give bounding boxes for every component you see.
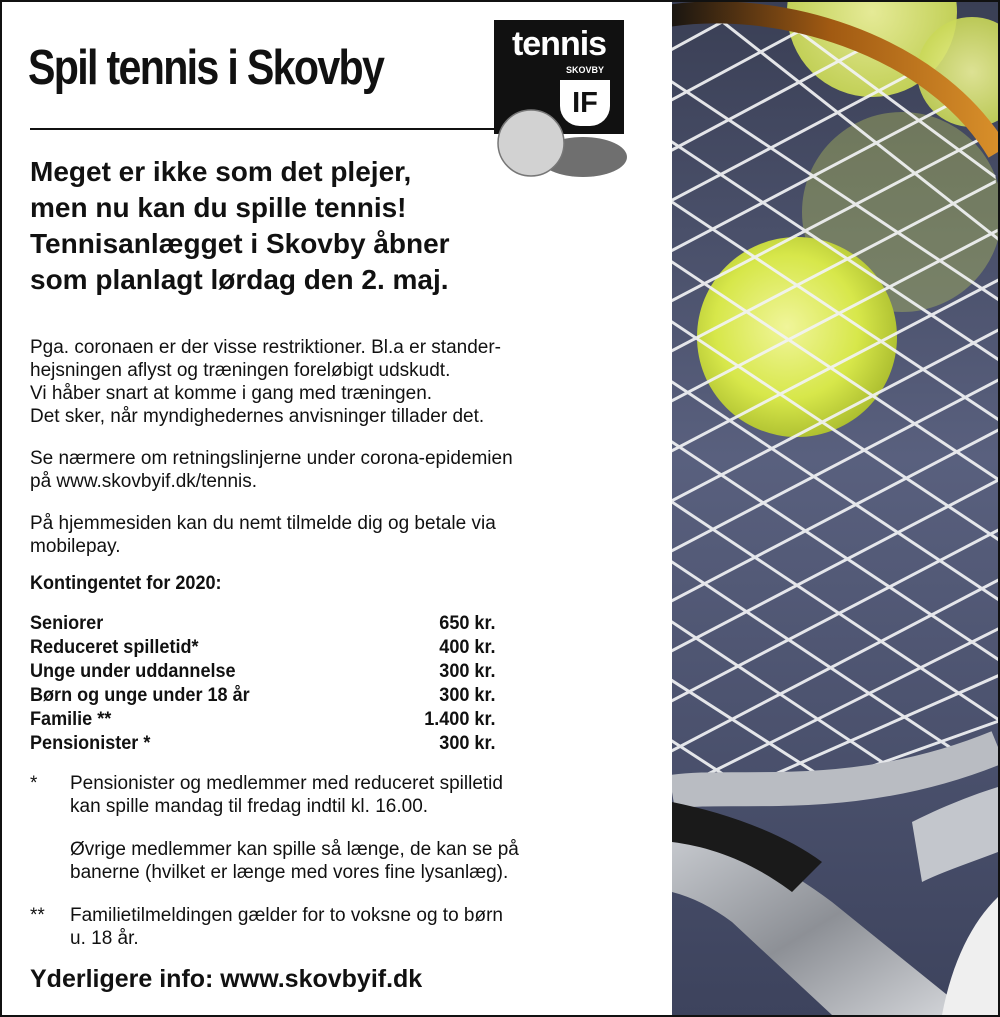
fee-name: Børn og unge under 18 år xyxy=(30,685,250,706)
fee-price: 300 kr. xyxy=(439,685,496,706)
paragraph-line: Se nærmere om retningslinjerne under corona-epidemien xyxy=(30,448,513,469)
logo-word: tennis xyxy=(511,25,607,63)
more-info: Yderligere info: www.skovbyif.dk xyxy=(30,965,423,993)
fee-name: Reduceret spilletid* xyxy=(30,637,199,658)
logo-mark: IF xyxy=(560,80,610,126)
fee-table xyxy=(30,613,500,757)
footnote-line: Pensionister og medlemmer med reduceret spilletid xyxy=(70,773,503,794)
paragraph-line: mobilepay. xyxy=(30,536,121,557)
fee-price: 300 kr. xyxy=(439,661,496,682)
footnote-line: kan spille mandag til fredag indtil kl. 16.00. xyxy=(70,796,429,817)
fee-row xyxy=(30,637,496,661)
fee-name: Seniorer xyxy=(30,613,104,634)
lead-line: som planlagt lørdag den 2. maj. xyxy=(30,264,449,295)
footnote-line: Familietilmeldingen gælder for to voksne og to børn xyxy=(70,905,503,926)
paragraph-line: Det sker, når myndighedernes anvisninger tillader det. xyxy=(30,406,485,427)
paragraph-line: Pga. coronaen er der visse restriktioner. Bl.a er stander- xyxy=(30,337,502,358)
page-title: Spil tennis i Skovby xyxy=(28,41,384,95)
fee-row xyxy=(30,661,496,685)
paragraph-signup xyxy=(30,512,650,558)
title-rule xyxy=(30,128,500,130)
fee-price: 650 kr. xyxy=(439,613,496,634)
fee-price: 400 kr. xyxy=(439,637,496,658)
footnote-line: banerne (hvilket er længe med vores fine lysanlæg). xyxy=(70,862,509,883)
lead-text xyxy=(30,154,650,298)
logo-club: SKOVBY xyxy=(565,65,604,75)
fees-heading: Kontingentet for 2020: xyxy=(30,573,222,594)
footnote-symbol: ** xyxy=(30,905,45,926)
lead-line: Tennisanlægget i Skovby åbner xyxy=(30,228,450,259)
fee-row xyxy=(30,709,496,733)
text-column xyxy=(2,2,672,1015)
paragraph-line: på www.skovbyif.dk/tennis. xyxy=(30,471,258,492)
fee-price: 1.400 kr. xyxy=(424,709,496,730)
lead-line: Meget er ikke som det plejer, xyxy=(30,156,412,187)
fee-price: 300 kr. xyxy=(439,733,496,754)
paragraph-line: På hjemmesiden kan du nemt tilmelde dig og betale via xyxy=(30,513,496,534)
footnote-line: Øvrige medlemmer kan spille så længe, de kan se på xyxy=(70,839,519,860)
paragraph-guidelines xyxy=(30,447,650,493)
fee-row xyxy=(30,685,496,709)
fee-name: Unge under uddannelse xyxy=(30,661,236,682)
racket-photo xyxy=(672,2,998,1015)
paragraph-line: Vi håber snart at komme i gang med træningen. xyxy=(30,383,433,404)
fee-name: Familie ** xyxy=(30,709,112,730)
tennis-racket-image xyxy=(672,2,998,1015)
lead-line: men nu kan du spille tennis! xyxy=(30,192,407,223)
fee-row xyxy=(30,613,496,637)
paragraph-line: hejsningen aflyst og træningen foreløbigt udskudt. xyxy=(30,360,451,381)
fee-row xyxy=(30,733,496,757)
paragraph-restrictions xyxy=(30,336,650,428)
footnote-symbol: * xyxy=(30,773,38,794)
fee-name: Pensionister * xyxy=(30,733,151,754)
footnote-line: u. 18 år. xyxy=(70,928,139,949)
